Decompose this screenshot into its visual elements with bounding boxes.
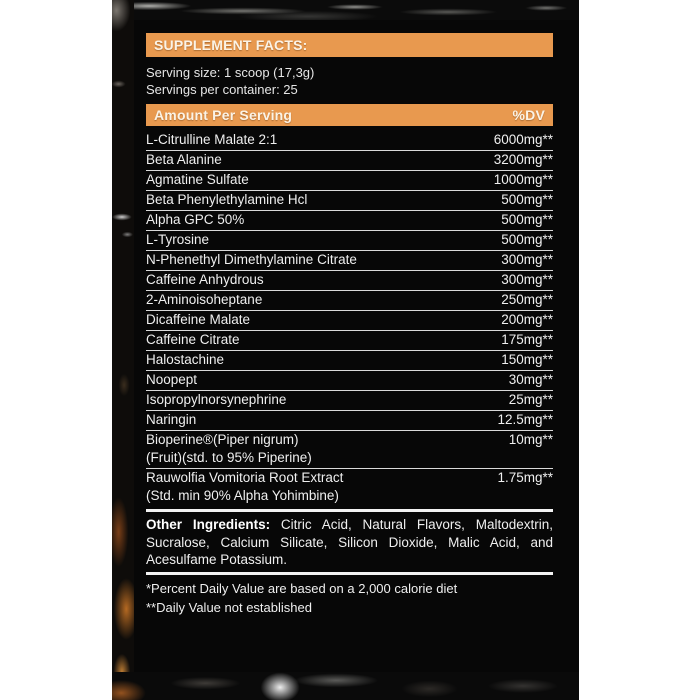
ingredient-name: L-Citrulline Malate 2:1 bbox=[146, 132, 278, 147]
ingredient-amount: 30mg** bbox=[508, 372, 553, 387]
supplement-label-panel bbox=[112, 0, 579, 700]
table-row bbox=[146, 391, 553, 411]
serving-info bbox=[146, 64, 553, 98]
ingredient-name: Beta Phenylethylamine Hcl bbox=[146, 192, 308, 207]
ingredient-amount: 250mg** bbox=[501, 292, 553, 307]
ingredient-name: Alpha GPC 50% bbox=[146, 212, 245, 227]
ingredient-name: Caffeine Anhydrous bbox=[146, 272, 264, 287]
footnotes bbox=[146, 579, 553, 617]
table-row bbox=[146, 469, 553, 506]
ingredient-name-line2: (Std. min 90% Alpha Yohimbine) bbox=[146, 488, 339, 503]
table-row bbox=[146, 291, 553, 311]
ingredient-name: Beta Alanine bbox=[146, 152, 222, 167]
other-ingredients-text: Citric Acid, Natural Flavors, Maltodextrin, Sucralose, Calcium Silicate, Silicon Dioxide, Malic Acid, and Acesulfame Potassium. bbox=[146, 517, 553, 567]
table-row bbox=[146, 311, 553, 331]
ingredient-amount: 6000mg** bbox=[493, 132, 553, 147]
ingredient-name: Dicaffeine Malate bbox=[146, 312, 251, 327]
ingredient-name: L-Tyrosine bbox=[146, 232, 210, 247]
amount-per-serving-header: Amount Per Serving bbox=[154, 107, 293, 123]
table-row bbox=[146, 171, 553, 191]
ingredient-table bbox=[146, 131, 553, 506]
table-row bbox=[146, 411, 553, 431]
ingredient-name: Noopept bbox=[146, 372, 198, 387]
table-row bbox=[146, 371, 553, 391]
thick-divider bbox=[146, 509, 553, 512]
ingredient-name-line2: (Fruit)(std. to 95% Piperine) bbox=[146, 450, 312, 465]
ingredient-amount: 150mg** bbox=[501, 352, 553, 367]
ingredient-amount: 10mg** bbox=[508, 432, 553, 447]
supplement-facts-title: SUPPLEMENT FACTS: bbox=[146, 33, 553, 57]
other-ingredients bbox=[146, 516, 553, 569]
ingredient-amount: 1.75mg** bbox=[497, 470, 553, 485]
ingredient-amount: 300mg** bbox=[501, 252, 553, 267]
ingredient-amount: 500mg** bbox=[501, 192, 553, 207]
ingredient-amount: 500mg** bbox=[501, 232, 553, 247]
footnote-not-established: **Daily Value not established bbox=[146, 599, 312, 615]
ingredient-amount: 3200mg** bbox=[493, 152, 553, 167]
servings-per-container-text: Servings per container: 25 bbox=[146, 82, 298, 97]
table-row bbox=[146, 211, 553, 231]
table-row bbox=[146, 191, 553, 211]
ingredient-amount: 25mg** bbox=[508, 392, 553, 407]
ingredient-name: Isopropylnorsynephrine bbox=[146, 392, 287, 407]
ingredient-amount: 200mg** bbox=[501, 312, 553, 327]
column-header-bar bbox=[146, 104, 553, 126]
dv-header: %DV bbox=[512, 107, 545, 123]
bottle-texture-top bbox=[112, 0, 579, 20]
ingredient-name: Caffeine Citrate bbox=[146, 332, 240, 347]
other-ingredients-label: Other Ingredients: bbox=[146, 517, 271, 532]
table-row bbox=[146, 251, 553, 271]
ingredient-name: Halostachine bbox=[146, 352, 225, 367]
thick-divider bbox=[146, 572, 553, 575]
table-row bbox=[146, 351, 553, 371]
table-row bbox=[146, 131, 553, 151]
table-row bbox=[146, 331, 553, 351]
ingredient-name: Rauwolfia Vomitoria Root Extract (Std. min 90% Alpha Yohimbine) bbox=[146, 470, 344, 503]
ingredient-name: Agmatine Sulfate bbox=[146, 172, 249, 187]
ingredient-amount: 1000mg** bbox=[493, 172, 553, 187]
ingredient-name: Naringin bbox=[146, 412, 197, 427]
table-row bbox=[146, 231, 553, 251]
table-row bbox=[146, 271, 553, 291]
ingredient-amount: 500mg** bbox=[501, 212, 553, 227]
ingredient-name: 2-Aminoisoheptane bbox=[146, 292, 263, 307]
table-row bbox=[146, 431, 553, 469]
bottle-texture-bottom bbox=[112, 672, 579, 700]
footnote-daily-value: *Percent Daily Value are based on a 2,000 calorie diet bbox=[146, 580, 458, 596]
ingredient-amount: 175mg** bbox=[501, 332, 553, 347]
serving-size-text: Serving size: 1 scoop (17,3g) bbox=[146, 65, 315, 80]
supplement-facts-label bbox=[146, 20, 553, 617]
bottle-texture-left bbox=[112, 0, 134, 700]
ingredient-amount: 12.5mg** bbox=[497, 412, 553, 427]
table-row bbox=[146, 151, 553, 171]
ingredient-name: N-Phenethyl Dimethylamine Citrate bbox=[146, 252, 357, 267]
ingredient-name: Bioperine®(Piper nigrum) (Fruit)(std. to 95% Piperine) bbox=[146, 432, 312, 465]
ingredient-amount: 300mg** bbox=[501, 272, 553, 287]
